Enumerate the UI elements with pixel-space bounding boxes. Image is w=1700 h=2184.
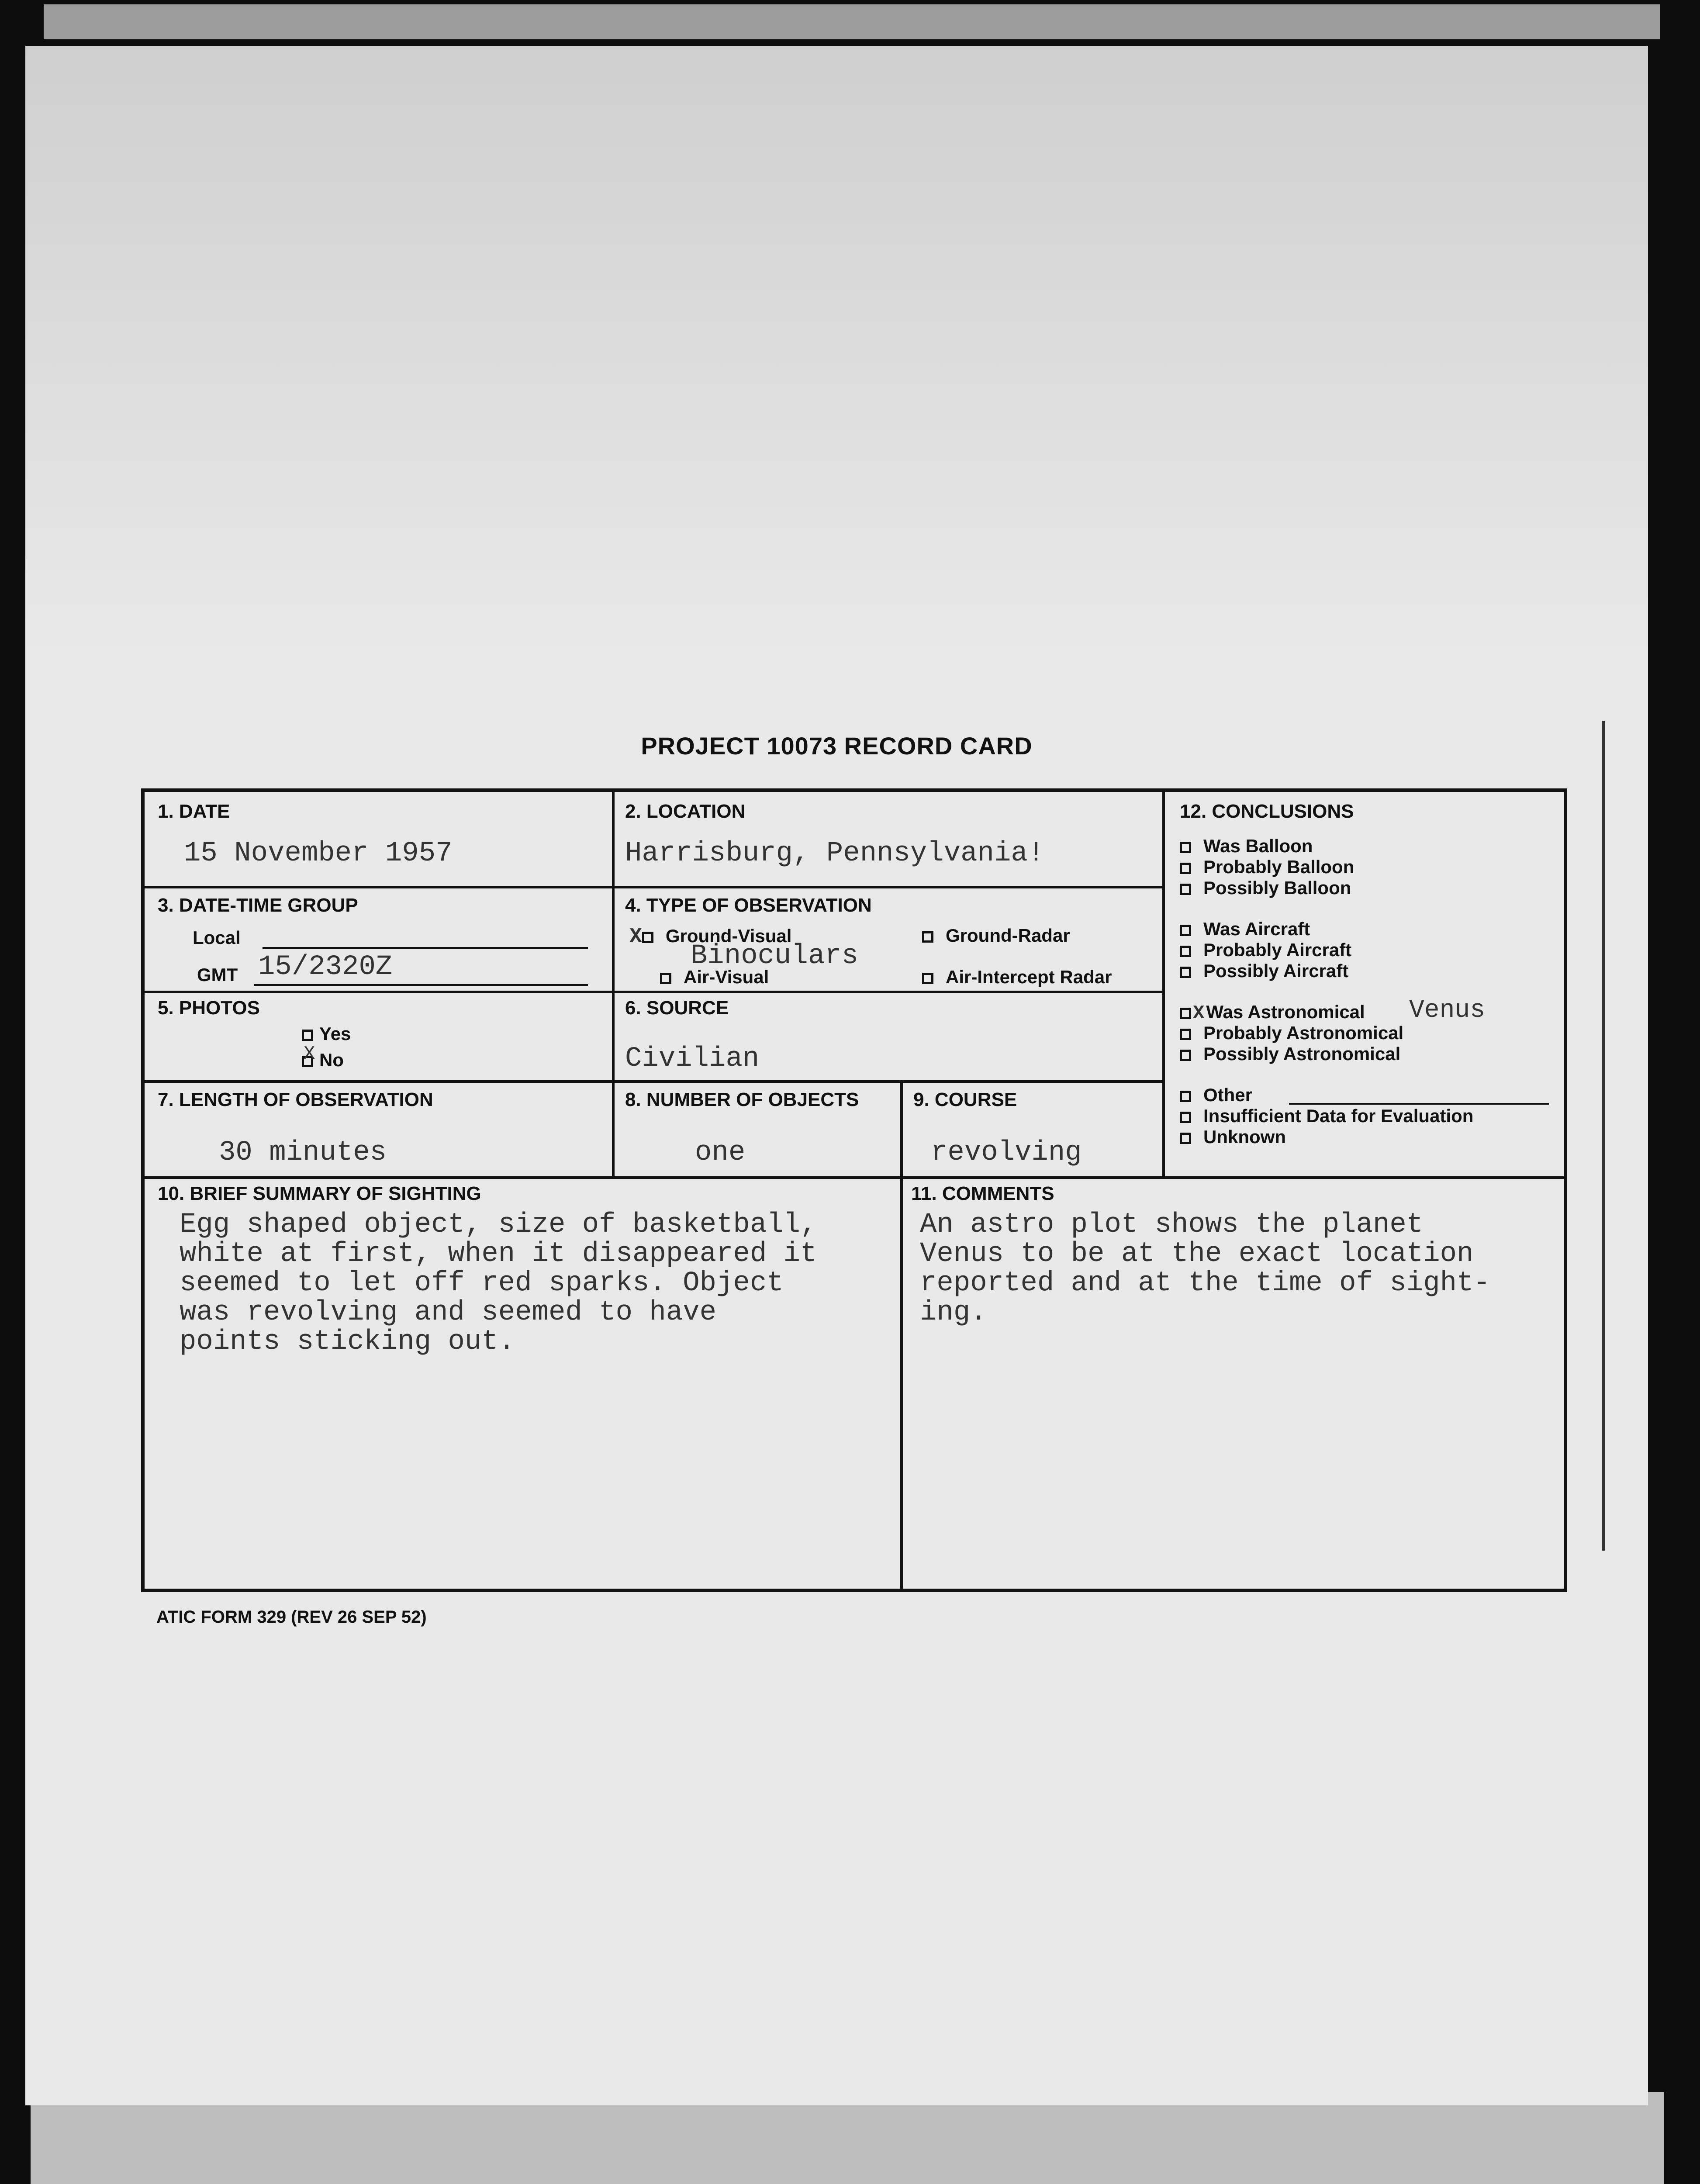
summary-label: 10. BRIEF SUMMARY OF SIGHTING bbox=[158, 1183, 481, 1204]
comments-label: 11. COMMENTS bbox=[911, 1183, 1054, 1204]
number-value: one bbox=[695, 1137, 746, 1168]
local-label: Local bbox=[193, 927, 241, 948]
checkbox-icon bbox=[1180, 1029, 1191, 1040]
photos-no-mark: X bbox=[304, 1043, 315, 1065]
gmt-label: GMT bbox=[197, 964, 238, 985]
observation-type-label: 4. TYPE OF OBSERVATION bbox=[625, 895, 872, 916]
divider bbox=[145, 991, 1162, 993]
binoculars-note: Binoculars bbox=[691, 940, 859, 972]
checkbox-icon bbox=[922, 973, 933, 984]
summary-line: Egg shaped object, size of basketball, bbox=[180, 1209, 817, 1241]
checkbox-icon bbox=[302, 1030, 313, 1041]
checkbox-icon bbox=[1180, 1008, 1191, 1019]
dtg-label: 3. DATE-TIME GROUP bbox=[158, 895, 358, 916]
record-card-form bbox=[141, 788, 1567, 1592]
astronomical-note: Venus bbox=[1409, 996, 1486, 1025]
divider bbox=[145, 886, 1162, 888]
divider bbox=[1162, 792, 1165, 1176]
form-id: ATIC FORM 329 (REV 26 SEP 52) bbox=[156, 1607, 427, 1627]
ground-visual-mark: X bbox=[629, 925, 642, 949]
photos-label: 5. PHOTOS bbox=[158, 997, 260, 1019]
location-label: 2. LOCATION bbox=[625, 801, 746, 822]
course-label: 9. COURSE bbox=[913, 1089, 1017, 1110]
was-astronomical-mark: X bbox=[1193, 1002, 1205, 1024]
conclusion-was-balloon: Was Balloon bbox=[1180, 836, 1313, 857]
card-title: PROJECT 10073 RECORD CARD bbox=[641, 732, 1033, 760]
checkbox-icon bbox=[1180, 925, 1191, 936]
conclusion-probably-astronomical: Probably Astronomical bbox=[1180, 1023, 1403, 1044]
summary-line: was revolving and seemed to have bbox=[180, 1297, 716, 1328]
page-margin-line bbox=[1602, 721, 1605, 1551]
course-value: revolving bbox=[931, 1137, 1082, 1168]
scan-lower-area bbox=[31, 2092, 1664, 2184]
comments-line: An astro plot shows the planet bbox=[920, 1209, 1424, 1241]
checkbox-icon bbox=[1180, 863, 1191, 874]
conclusion-probably-balloon: Probably Balloon bbox=[1180, 857, 1354, 878]
other-line bbox=[1289, 1103, 1549, 1105]
photos-no-option: No bbox=[302, 1050, 344, 1071]
checkbox-icon bbox=[1180, 1112, 1191, 1123]
divider bbox=[145, 1080, 1162, 1083]
comments-line: reported and at the time of sight- bbox=[920, 1268, 1490, 1299]
divider bbox=[900, 1080, 903, 1176]
conclusion-possibly-balloon: Possibly Balloon bbox=[1180, 878, 1351, 898]
conclusion-unknown: Unknown bbox=[1180, 1127, 1286, 1147]
air-intercept-option: Air-Intercept Radar bbox=[922, 967, 1112, 988]
checkbox-icon bbox=[1180, 1133, 1191, 1144]
gmt-line bbox=[254, 984, 588, 986]
conclusion-possibly-astronomical: Possibly Astronomical bbox=[1180, 1044, 1400, 1064]
conclusion-probably-aircraft: Probably Aircraft bbox=[1180, 940, 1351, 961]
checkbox-icon bbox=[1180, 884, 1191, 895]
length-label: 7. LENGTH OF OBSERVATION bbox=[158, 1089, 433, 1110]
comments-line: Venus to be at the exact location bbox=[920, 1238, 1474, 1270]
date-value: 15 November 1957 bbox=[184, 838, 453, 869]
page-shading bbox=[25, 46, 1648, 657]
conclusions-label: 12. CONCLUSIONS bbox=[1180, 801, 1354, 822]
conclusion-other: Other bbox=[1180, 1085, 1252, 1106]
number-label: 8. NUMBER OF OBJECTS bbox=[625, 1089, 859, 1110]
conclusion-possibly-aircraft: Possibly Aircraft bbox=[1180, 961, 1348, 981]
checkbox-icon bbox=[1180, 967, 1191, 978]
location-value: Harrisburg, Pennsylvania! bbox=[625, 838, 1045, 869]
scan-top-edge bbox=[44, 4, 1660, 39]
checkbox-icon bbox=[660, 973, 671, 984]
air-visual-option: Air-Visual bbox=[660, 967, 769, 988]
divider bbox=[145, 1176, 1564, 1179]
summary-line: points sticking out. bbox=[180, 1326, 515, 1358]
checkbox-icon bbox=[1180, 1050, 1191, 1061]
conclusion-was-aircraft: Was Aircraft bbox=[1180, 919, 1310, 940]
record-card-page bbox=[25, 46, 1648, 2105]
date-label: 1. DATE bbox=[158, 801, 230, 822]
comments-line: ing. bbox=[920, 1297, 987, 1328]
conclusion-insufficient: Insufficient Data for Evaluation bbox=[1180, 1106, 1473, 1127]
summary-line: seemed to let off red sparks. Object bbox=[180, 1268, 784, 1299]
source-label: 6. SOURCE bbox=[625, 997, 729, 1019]
source-value: Civilian bbox=[625, 1043, 760, 1075]
ground-visual-option: X Ground-Visual bbox=[629, 925, 792, 949]
checkbox-icon bbox=[642, 932, 653, 943]
checkbox-icon bbox=[922, 931, 933, 943]
summary-line: white at first, when it disappeared it bbox=[180, 1238, 817, 1270]
checkbox-icon bbox=[1180, 842, 1191, 853]
divider bbox=[612, 792, 615, 1176]
length-value: 30 minutes bbox=[219, 1137, 387, 1168]
checkbox-icon bbox=[1180, 1091, 1191, 1102]
divider bbox=[900, 1176, 903, 1589]
ground-radar-option: Ground-Radar bbox=[922, 925, 1070, 946]
gmt-value: 15/2320Z bbox=[258, 951, 393, 983]
local-line bbox=[263, 947, 588, 949]
photos-yes-option: Yes bbox=[302, 1023, 351, 1044]
checkbox-icon bbox=[1180, 946, 1191, 957]
conclusion-was-astronomical: XWas Astronomical bbox=[1180, 1002, 1365, 1024]
